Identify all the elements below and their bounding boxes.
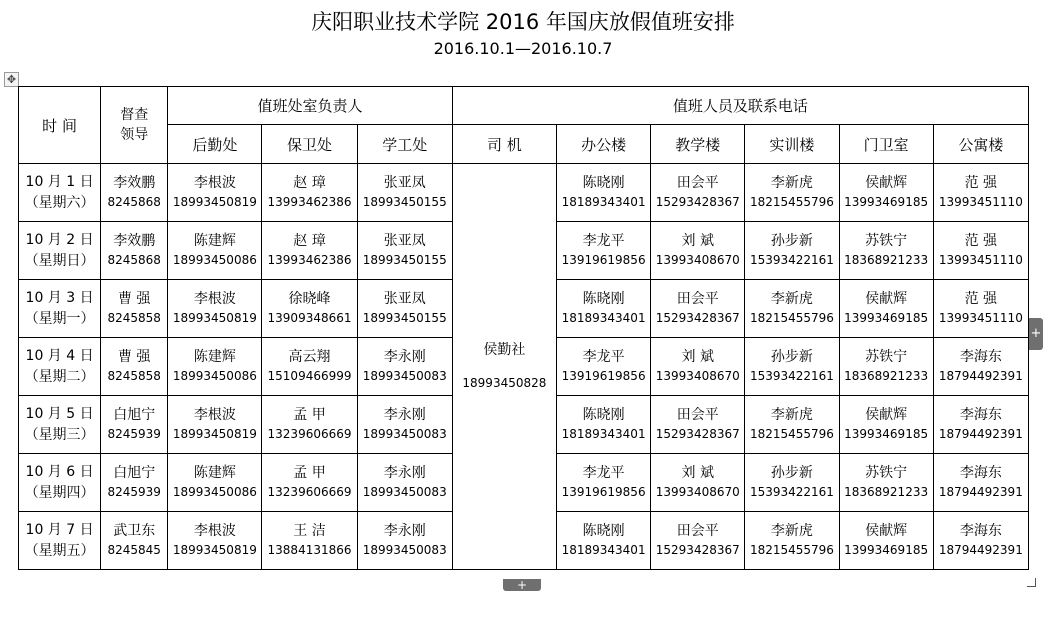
header-dorm[interactable]: 公寓楼 bbox=[933, 125, 1028, 164]
date-cell-phone: （星期二） bbox=[24, 368, 95, 385]
student-affairs-cell-name: 李永刚 bbox=[383, 465, 426, 481]
supervisor-cell-phone: 8245939 bbox=[107, 485, 161, 499]
dorm-cell-phone: 18794492391 bbox=[938, 369, 1023, 383]
table-row bbox=[19, 164, 1029, 222]
gatehouse-cell-phone: 18368921233 bbox=[844, 253, 929, 267]
student-affairs-cell-name: 张亚凤 bbox=[383, 233, 426, 249]
office-building-cell[interactable] bbox=[557, 512, 651, 570]
logistics-cell[interactable] bbox=[168, 454, 262, 512]
header-time[interactable]: 时 间 bbox=[19, 87, 101, 164]
office-building-cell[interactable] bbox=[557, 164, 651, 222]
student-affairs-cell-phone: 18993450083 bbox=[362, 543, 447, 557]
logistics-cell[interactable] bbox=[168, 396, 262, 454]
logistics-cell-phone: 18993450086 bbox=[172, 369, 257, 383]
student-affairs-cell-name: 张亚凤 bbox=[383, 291, 426, 307]
supervisor-cell-phone: 8245868 bbox=[107, 195, 161, 209]
office-building-cell[interactable] bbox=[557, 396, 651, 454]
date-cell-name: 10 月 6 日 bbox=[25, 463, 94, 480]
teaching-building-cell-name: 刘 斌 bbox=[681, 349, 714, 365]
training-building-cell[interactable] bbox=[745, 338, 839, 396]
supervisor-cell-name: 白旭宁 bbox=[113, 407, 156, 423]
header-staff-group[interactable]: 值班人员及联系电话 bbox=[452, 87, 1028, 125]
supervisor-cell-phone: 8245845 bbox=[107, 543, 161, 557]
security-cell-name: 孟 甲 bbox=[293, 407, 326, 423]
logistics-cell[interactable] bbox=[168, 164, 262, 222]
student-affairs-cell[interactable] bbox=[357, 338, 452, 396]
student-affairs-cell-name: 李永刚 bbox=[383, 523, 426, 539]
security-cell[interactable] bbox=[262, 280, 357, 338]
logistics-cell[interactable] bbox=[168, 280, 262, 338]
gatehouse-cell[interactable] bbox=[839, 512, 933, 570]
gatehouse-cell-name: 侯献辉 bbox=[865, 291, 908, 307]
logistics-cell-phone: 18993450086 bbox=[172, 485, 257, 499]
training-building-cell-name: 李新虎 bbox=[770, 175, 813, 191]
supervisor-cell-name: 李效鹏 bbox=[113, 175, 156, 191]
student-affairs-cell-phone: 18993450155 bbox=[362, 253, 447, 267]
training-building-cell-phone: 15393422161 bbox=[749, 253, 834, 267]
teaching-building-cell-phone: 15293428367 bbox=[655, 311, 740, 325]
teaching-building-cell-name: 田会平 bbox=[676, 175, 719, 191]
logistics-cell-phone: 18993450086 bbox=[172, 253, 257, 267]
supervisor-cell[interactable] bbox=[101, 512, 168, 570]
teaching-building-cell[interactable] bbox=[651, 222, 745, 280]
security-cell-phone: 15109466999 bbox=[267, 369, 352, 383]
teaching-building-cell-name: 刘 斌 bbox=[681, 233, 714, 249]
office-building-cell-name: 陈晓刚 bbox=[582, 175, 625, 191]
header-row-2 bbox=[19, 125, 1029, 164]
security-cell-name: 王 洁 bbox=[293, 523, 326, 539]
training-building-cell-name: 李新虎 bbox=[770, 291, 813, 307]
office-building-cell-phone: 13919619856 bbox=[561, 485, 646, 499]
gatehouse-cell[interactable] bbox=[839, 396, 933, 454]
header-row-1 bbox=[19, 87, 1029, 125]
office-building-cell-phone: 18189343401 bbox=[561, 311, 646, 325]
security-cell-phone: 13239606669 bbox=[267, 485, 352, 499]
supervisor-cell-phone: 8245858 bbox=[107, 369, 161, 383]
dorm-cell[interactable] bbox=[933, 396, 1028, 454]
dorm-cell-phone: 18794492391 bbox=[938, 485, 1023, 499]
supervisor-cell-phone: 8245858 bbox=[107, 311, 161, 325]
logistics-cell-phone: 18993450819 bbox=[172, 543, 257, 557]
date-cell-name: 10 月 5 日 bbox=[25, 405, 94, 422]
date-cell[interactable] bbox=[19, 164, 101, 222]
training-building-cell-phone: 18215455796 bbox=[749, 427, 834, 441]
training-building-cell[interactable] bbox=[745, 396, 839, 454]
training-building-cell-phone: 18215455796 bbox=[749, 195, 834, 209]
dorm-cell[interactable] bbox=[933, 512, 1028, 570]
training-building-cell-phone: 15393422161 bbox=[749, 369, 834, 383]
security-cell-name: 高云翔 bbox=[288, 349, 331, 365]
student-affairs-cell-phone: 18993450155 bbox=[362, 195, 447, 209]
date-cell[interactable] bbox=[19, 512, 101, 570]
teaching-building-cell-phone: 15293428367 bbox=[655, 543, 740, 557]
teaching-building-cell-phone: 13993408670 bbox=[655, 369, 740, 383]
office-building-cell-name: 李龙平 bbox=[582, 233, 625, 249]
header-office-group[interactable]: 值班处室负责人 bbox=[168, 87, 453, 125]
gatehouse-cell-phone: 13993469185 bbox=[844, 427, 929, 441]
student-affairs-cell[interactable] bbox=[357, 222, 452, 280]
header-student-affairs[interactable]: 学工处 bbox=[357, 125, 452, 164]
date-cell-phone: （星期三） bbox=[24, 426, 95, 443]
dorm-cell[interactable] bbox=[933, 338, 1028, 396]
date-cell-phone: （星期一） bbox=[24, 310, 95, 327]
supervisor-cell-name: 白旭宁 bbox=[113, 465, 156, 481]
add-column-button[interactable]: + bbox=[1029, 318, 1043, 350]
teaching-building-cell[interactable] bbox=[651, 512, 745, 570]
gatehouse-cell[interactable] bbox=[839, 338, 933, 396]
office-building-cell[interactable] bbox=[557, 222, 651, 280]
logistics-cell[interactable] bbox=[168, 338, 262, 396]
dorm-cell-phone: 13993451110 bbox=[938, 311, 1023, 325]
student-affairs-cell-name: 张亚凤 bbox=[383, 175, 426, 191]
dorm-cell[interactable] bbox=[933, 280, 1028, 338]
supervisor-cell-name: 曹 强 bbox=[117, 349, 151, 365]
training-building-cell-name: 孙步新 bbox=[770, 349, 813, 365]
office-building-cell-phone: 18189343401 bbox=[561, 427, 646, 441]
logistics-cell-name: 李根波 bbox=[193, 175, 236, 191]
header-security[interactable]: 保卫处 bbox=[262, 125, 357, 164]
logistics-cell-name: 陈建辉 bbox=[193, 465, 236, 481]
page-subtitle: 2016.10.1—2016.10.7 bbox=[433, 39, 613, 58]
logistics-cell-name: 李根波 bbox=[193, 291, 236, 307]
student-affairs-cell[interactable] bbox=[357, 512, 452, 570]
logistics-cell-name: 陈建辉 bbox=[193, 233, 236, 249]
dorm-cell-name: 范 强 bbox=[964, 291, 998, 307]
logistics-cell[interactable] bbox=[168, 222, 262, 280]
training-building-cell[interactable] bbox=[745, 222, 839, 280]
student-affairs-cell[interactable] bbox=[357, 164, 452, 222]
teaching-building-cell-name: 刘 斌 bbox=[681, 465, 714, 481]
training-building-cell[interactable] bbox=[745, 164, 839, 222]
office-building-cell-name: 李龙平 bbox=[582, 349, 625, 365]
teaching-building-cell-phone: 13993408670 bbox=[655, 253, 740, 267]
security-cell-name: 赵 璋 bbox=[293, 175, 326, 191]
date-cell-phone: （星期四） bbox=[24, 484, 95, 501]
teaching-building-cell-phone: 15293428367 bbox=[655, 195, 740, 209]
driver-name: 侯勤社 bbox=[483, 342, 526, 358]
dorm-cell-phone: 18794492391 bbox=[938, 427, 1023, 441]
gatehouse-cell[interactable] bbox=[839, 164, 933, 222]
header-supervisor[interactable]: 督查 领导 bbox=[101, 87, 168, 164]
teaching-building-cell[interactable] bbox=[651, 164, 745, 222]
training-building-cell-name: 孙步新 bbox=[770, 233, 813, 249]
logistics-cell-phone: 18993450819 bbox=[172, 195, 257, 209]
student-affairs-cell-phone: 18993450155 bbox=[362, 311, 447, 325]
student-affairs-cell[interactable] bbox=[357, 280, 452, 338]
security-cell[interactable] bbox=[262, 222, 357, 280]
driver-cell[interactable] bbox=[452, 164, 556, 570]
date-cell-phone: （星期六） bbox=[24, 194, 95, 211]
date-cell-name: 10 月 3 日 bbox=[25, 289, 94, 306]
header-training-building[interactable]: 实训楼 bbox=[745, 125, 839, 164]
date-cell-name: 10 月 2 日 bbox=[25, 231, 94, 248]
supervisor-cell-phone: 8245868 bbox=[107, 253, 161, 267]
gatehouse-cell-phone: 13993469185 bbox=[844, 543, 929, 557]
teaching-building-cell[interactable] bbox=[651, 396, 745, 454]
training-building-cell[interactable] bbox=[745, 454, 839, 512]
teaching-building-cell[interactable] bbox=[651, 338, 745, 396]
dorm-cell-name: 李海东 bbox=[959, 465, 1002, 481]
date-cell-name: 10 月 1 日 bbox=[25, 173, 94, 190]
training-building-cell-name: 孙步新 bbox=[770, 465, 813, 481]
header-driver[interactable]: 司 机 bbox=[452, 125, 556, 164]
training-building-cell-phone: 15393422161 bbox=[749, 485, 834, 499]
student-affairs-cell[interactable] bbox=[357, 396, 452, 454]
date-cell[interactable] bbox=[19, 454, 101, 512]
security-cell-phone: 13993462386 bbox=[267, 253, 352, 267]
supervisor-cell-name: 李效鹏 bbox=[113, 233, 156, 249]
security-cell[interactable] bbox=[262, 454, 357, 512]
add-row-button[interactable]: + bbox=[503, 579, 541, 591]
security-cell-name: 孟 甲 bbox=[293, 465, 326, 481]
gatehouse-cell-phone: 18368921233 bbox=[844, 485, 929, 499]
date-cell-name: 10 月 7 日 bbox=[25, 521, 94, 538]
office-building-cell[interactable] bbox=[557, 280, 651, 338]
gatehouse-cell-name: 侯献辉 bbox=[865, 523, 908, 539]
gatehouse-cell-name: 侯献辉 bbox=[865, 175, 908, 191]
office-building-cell[interactable] bbox=[557, 338, 651, 396]
header-teaching-building[interactable]: 教学楼 bbox=[651, 125, 745, 164]
date-cell-phone: （星期五） bbox=[24, 542, 95, 559]
student-affairs-cell-name: 李永刚 bbox=[383, 349, 426, 365]
security-cell-phone: 13884131866 bbox=[267, 543, 352, 557]
training-building-cell[interactable] bbox=[745, 512, 839, 570]
logistics-cell-name: 李根波 bbox=[193, 523, 236, 539]
dorm-cell-name: 范 强 bbox=[964, 175, 998, 191]
gatehouse-cell-phone: 13993469185 bbox=[844, 195, 929, 209]
security-cell[interactable] bbox=[262, 164, 357, 222]
gatehouse-cell-name: 苏铁宁 bbox=[865, 349, 908, 365]
training-building-cell-phone: 18215455796 bbox=[749, 543, 834, 557]
dorm-cell[interactable] bbox=[933, 454, 1028, 512]
office-building-cell-phone: 13919619856 bbox=[561, 369, 646, 383]
table-resize-handle[interactable] bbox=[1027, 578, 1036, 587]
supervisor-cell[interactable] bbox=[101, 280, 168, 338]
gatehouse-cell-phone: 13993469185 bbox=[844, 311, 929, 325]
student-affairs-cell-name: 李永刚 bbox=[383, 407, 426, 423]
office-building-cell-name: 陈晓刚 bbox=[582, 291, 625, 307]
teaching-building-cell-name: 田会平 bbox=[676, 523, 719, 539]
office-building-cell-name: 陈晓刚 bbox=[582, 523, 625, 539]
dorm-cell-name: 范 强 bbox=[964, 233, 998, 249]
date-cell[interactable] bbox=[19, 338, 101, 396]
security-cell-name: 徐晓峰 bbox=[288, 291, 331, 307]
page-title: 庆阳职业技术学院 2016 年国庆放假值班安排 bbox=[311, 10, 735, 34]
supervisor-cell-name: 武卫东 bbox=[113, 523, 156, 539]
gatehouse-cell[interactable] bbox=[839, 280, 933, 338]
training-building-cell[interactable] bbox=[745, 280, 839, 338]
table-move-handle-icon[interactable]: ✥ bbox=[4, 72, 19, 87]
training-building-cell-name: 李新虎 bbox=[770, 407, 813, 423]
training-building-cell-name: 李新虎 bbox=[770, 523, 813, 539]
gatehouse-cell-name: 苏铁宁 bbox=[865, 233, 908, 249]
dorm-cell-phone: 13993451110 bbox=[938, 195, 1023, 209]
supervisor-cell[interactable] bbox=[101, 164, 168, 222]
student-affairs-cell-phone: 18993450083 bbox=[362, 369, 447, 383]
office-building-cell-phone: 18189343401 bbox=[561, 543, 646, 557]
security-cell-phone: 13993462386 bbox=[267, 195, 352, 209]
security-cell-phone: 13909348661 bbox=[267, 311, 352, 325]
student-affairs-cell-phone: 18993450083 bbox=[362, 485, 447, 499]
student-affairs-cell-phone: 18993450083 bbox=[362, 427, 447, 441]
supervisor-cell[interactable] bbox=[101, 222, 168, 280]
header-gatehouse[interactable]: 门卫室 bbox=[839, 125, 933, 164]
supervisor-cell-phone: 8245939 bbox=[107, 427, 161, 441]
teaching-building-cell-phone: 13993408670 bbox=[655, 485, 740, 499]
date-cell-name: 10 月 4 日 bbox=[25, 347, 94, 364]
supervisor-cell[interactable] bbox=[101, 396, 168, 454]
dorm-cell-phone: 13993451110 bbox=[938, 253, 1023, 267]
security-cell[interactable] bbox=[262, 338, 357, 396]
logistics-cell-phone: 18993450819 bbox=[172, 427, 257, 441]
date-cell-phone: （星期日） bbox=[24, 252, 95, 269]
office-building-cell-phone: 18189343401 bbox=[561, 195, 646, 209]
gatehouse-cell[interactable] bbox=[839, 222, 933, 280]
training-building-cell-phone: 18215455796 bbox=[749, 311, 834, 325]
dorm-cell-phone: 18794492391 bbox=[938, 543, 1023, 557]
gatehouse-cell-phone: 18368921233 bbox=[844, 369, 929, 383]
security-cell[interactable] bbox=[262, 512, 357, 570]
teaching-building-cell-phone: 15293428367 bbox=[655, 427, 740, 441]
student-affairs-cell[interactable] bbox=[357, 454, 452, 512]
logistics-cell-phone: 18993450819 bbox=[172, 311, 257, 325]
supervisor-cell-name: 曹 强 bbox=[117, 291, 151, 307]
dorm-cell[interactable] bbox=[933, 164, 1028, 222]
office-building-cell-name: 李龙平 bbox=[582, 465, 625, 481]
office-building-cell[interactable] bbox=[557, 454, 651, 512]
header-logistics[interactable]: 后勤处 bbox=[168, 125, 262, 164]
header-office-building[interactable]: 办公楼 bbox=[557, 125, 651, 164]
gatehouse-cell-name: 苏铁宁 bbox=[865, 465, 908, 481]
gatehouse-cell[interactable] bbox=[839, 454, 933, 512]
teaching-building-cell-name: 田会平 bbox=[676, 291, 719, 307]
duty-schedule-table bbox=[18, 86, 1029, 570]
office-building-cell-name: 陈晓刚 bbox=[582, 407, 625, 423]
logistics-cell-name: 李根波 bbox=[193, 407, 236, 423]
dorm-cell-name: 李海东 bbox=[959, 407, 1002, 423]
teaching-building-cell[interactable] bbox=[651, 280, 745, 338]
dorm-cell[interactable] bbox=[933, 222, 1028, 280]
security-cell-name: 赵 璋 bbox=[293, 233, 326, 249]
security-cell[interactable] bbox=[262, 396, 357, 454]
logistics-cell-name: 陈建辉 bbox=[193, 349, 236, 365]
teaching-building-cell[interactable] bbox=[651, 454, 745, 512]
security-cell-phone: 13239606669 bbox=[267, 427, 352, 441]
dorm-cell-name: 李海东 bbox=[959, 349, 1002, 365]
driver-phone: 18993450828 bbox=[462, 376, 547, 390]
dorm-cell-name: 李海东 bbox=[959, 523, 1002, 539]
gatehouse-cell-name: 侯献辉 bbox=[865, 407, 908, 423]
date-cell[interactable] bbox=[19, 396, 101, 454]
supervisor-cell[interactable] bbox=[101, 338, 168, 396]
office-building-cell-phone: 13919619856 bbox=[561, 253, 646, 267]
logistics-cell[interactable] bbox=[168, 512, 262, 570]
supervisor-cell[interactable] bbox=[101, 454, 168, 512]
teaching-building-cell-name: 田会平 bbox=[676, 407, 719, 423]
date-cell[interactable] bbox=[19, 280, 101, 338]
date-cell[interactable] bbox=[19, 222, 101, 280]
